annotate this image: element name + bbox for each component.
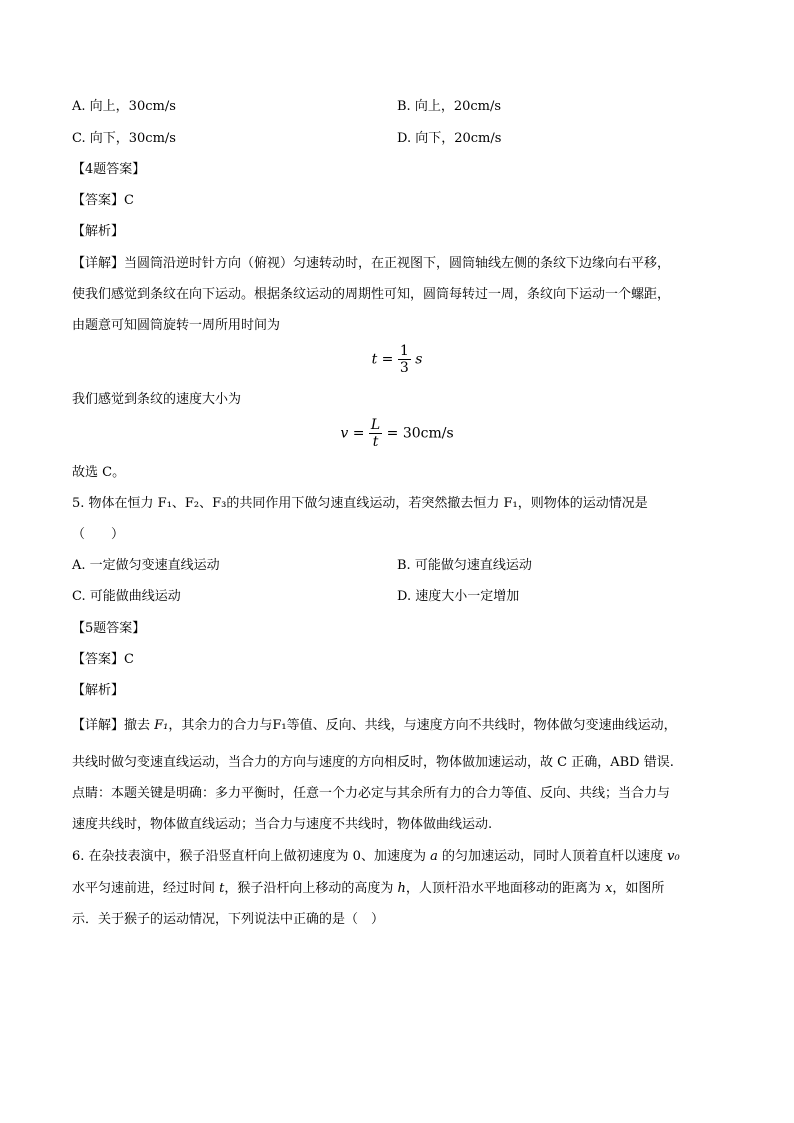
formula-time: [0, 343, 794, 376]
option-text: 速度大小一定增加: [415, 589, 520, 604]
q6-stem-line: [72, 880, 664, 898]
fraction-numerator: 1: [399, 343, 409, 359]
q5-option-a: [72, 557, 220, 575]
option-label: B.: [397, 558, 411, 573]
formula-equals: =: [352, 425, 365, 442]
option-label: D.: [397, 589, 412, 604]
q5-option-b: [397, 557, 532, 575]
option-text: 一定做匀变速直线运动: [89, 558, 220, 573]
stem-text: 水平匀速前进，经过时间: [72, 881, 216, 896]
q4-analysis-heading: 【解析】: [72, 224, 125, 239]
detail-text: ，其余力的合力与F₁等值、反向、共线，与速度方向不共线时，物体做匀变速曲线运动，: [168, 718, 677, 733]
q6-stem-line: 示．关于猴子的运动情况，下列说法中正确的是（ ）: [72, 912, 385, 927]
fraction-denominator: t: [372, 434, 379, 450]
variable-v0: v₀: [667, 849, 680, 864]
q4-detail-line: 我们感觉到条纹的速度大小为: [72, 392, 242, 407]
stem-text: 6. 在杂技表演中，猴子沿竖直杆向上做初速度为 0、加速度为: [72, 849, 426, 864]
stem-text: 的匀加速运动，同时人顶着直杆以速度: [442, 849, 664, 864]
variable-x: x: [605, 881, 613, 896]
option-text: 可能做曲线运动: [89, 589, 181, 604]
q5-answer-header: 【5题答案】: [72, 621, 146, 636]
q5-note-line: 点睛：本题关键是明确：多力平衡时，任意一个力必定与其余所有力的合力等值、反向、共线；当合力与: [72, 786, 671, 801]
q5-note-line: 速度共线时，物体做直线运动；当合力与速度不共线时，物体做曲线运动.: [72, 817, 493, 832]
option-text: 可能做匀速直线运动: [414, 558, 532, 573]
option-label: B.: [397, 99, 411, 114]
q5-answer: 【答案】C: [72, 652, 134, 667]
formula-lhs: v: [340, 425, 349, 442]
q5-option-d: [397, 588, 519, 606]
q4-answer: 【答案】C: [72, 193, 134, 208]
variable-t: t: [219, 881, 225, 896]
fraction: [398, 343, 411, 376]
q5-analysis-heading: 【解析】: [72, 683, 125, 698]
formula-speed: [0, 417, 794, 450]
q5-option-c: [72, 588, 181, 606]
q4-option-a: [72, 98, 176, 116]
q4-detail-line: 【详解】当圆筒沿逆时针方向（俯视）匀速转动时，在正视图下，圆筒轴线左侧的条纹下边缘向右平移，: [72, 256, 671, 271]
q4-option-d: [397, 130, 501, 148]
option-label: C.: [72, 589, 86, 604]
formula-equals: =: [381, 351, 394, 368]
fraction: [369, 417, 382, 450]
formula-rhs: = 30cm/s: [386, 425, 454, 442]
q5-detail-line: [72, 717, 677, 735]
fraction-numerator: L: [370, 417, 381, 433]
q4-detail-line: 使我们感觉到条纹在向下运动。根据条纹运动的周期性可知，圆筒每转过一周，条纹向下运动一个螺距，: [72, 287, 671, 302]
detail-prefix: 【详解】撤去: [72, 718, 151, 733]
q4-detail-line: 由题意可知圆筒旋转一周所用时间为: [72, 318, 281, 333]
fraction-denominator: 3: [399, 360, 409, 376]
option-label: D.: [397, 131, 412, 146]
option-label: A.: [72, 558, 86, 573]
q6-stem-line: [72, 848, 680, 866]
q5-stem: 5. 物体在恒力 F₁、F₂、F₃的共同作用下做匀速直线运动，若突然撤去恒力 F₁，则物体的运动情况是: [72, 496, 648, 511]
formula-unit: s: [415, 351, 423, 368]
option-text: 向下，20cm/s: [415, 131, 502, 146]
q5-stem-blank: （ ）: [72, 527, 125, 542]
q4-option-b: [397, 98, 501, 116]
option-text: 向上，20cm/s: [414, 99, 502, 114]
option-text: 向上，30cm/s: [89, 99, 176, 114]
q4-conclusion: 故选 C。: [72, 465, 126, 480]
option-label: C.: [72, 131, 86, 146]
q5-detail-line: 共线时做匀变速直线运动，当合力的方向与速度的方向相反时，物体做加速运动，故 C 正确，ABD 错误.: [72, 755, 674, 770]
q4-option-c: [72, 130, 176, 148]
stem-text: ，如图所: [612, 881, 665, 896]
option-text: 向下，30cm/s: [89, 131, 176, 146]
formula-lhs: t: [371, 351, 378, 368]
stem-text: ，人顶杆沿水平地面移动的距离为: [405, 881, 601, 896]
q4-answer-header: 【4题答案】: [72, 162, 146, 177]
stem-text: ，猴子沿杆向上移动的高度为: [224, 881, 394, 896]
variable-a: a: [430, 849, 438, 864]
variable-f1: F₁: [154, 718, 169, 733]
option-label: A.: [72, 99, 86, 114]
variable-h: h: [397, 881, 406, 896]
